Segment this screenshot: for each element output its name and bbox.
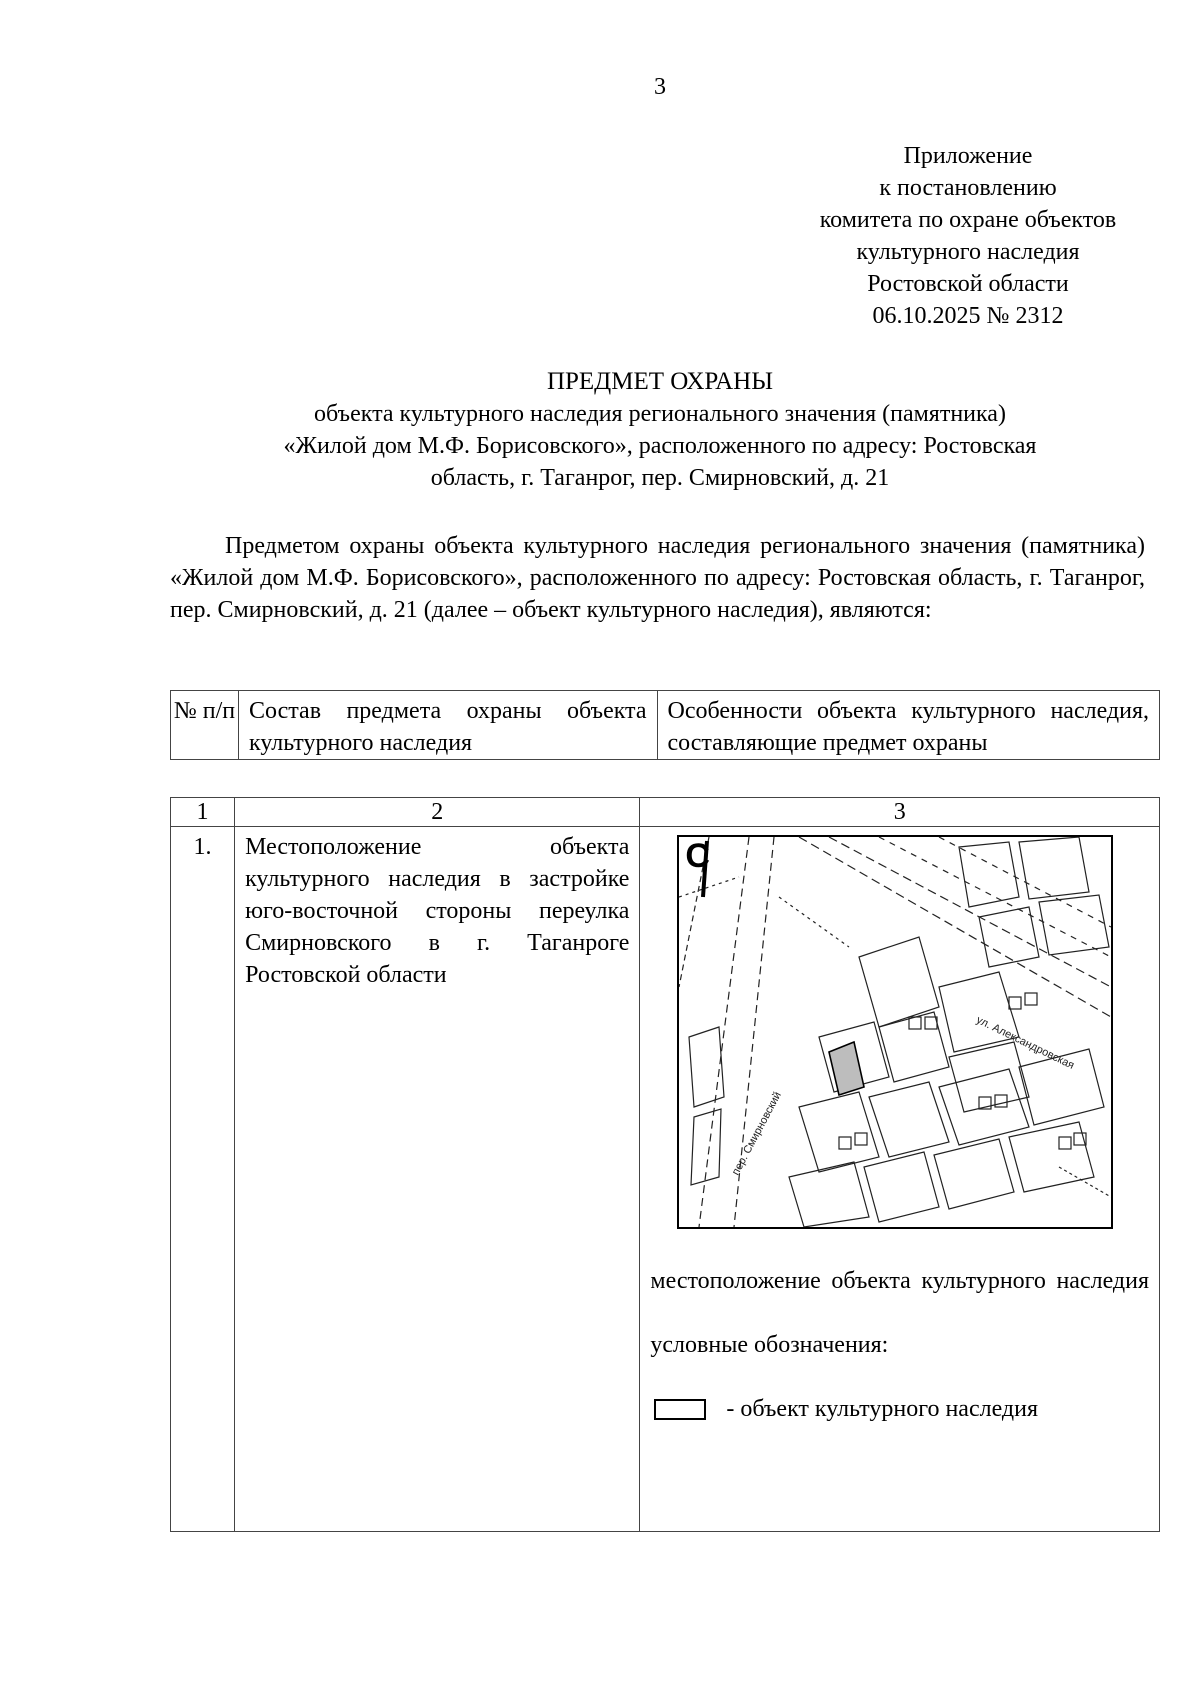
- document-subtitle: [200, 398, 1120, 494]
- appendix-line: Ростовской области: [867, 271, 1069, 297]
- appendix-block: [788, 140, 1148, 332]
- legend-title: условные обозначения:: [650, 1332, 889, 1358]
- map-street-label: ул. Александровская: [974, 1013, 1077, 1072]
- appendix-line: комитета по охране объектов: [819, 207, 1117, 233]
- appendix-line: к постановлению: [879, 175, 1057, 201]
- page-number: 3: [654, 74, 666, 100]
- protection-table: [170, 797, 1160, 1532]
- appendix-line: культурного наследия: [856, 239, 1080, 265]
- column-number-row: [171, 798, 1160, 827]
- location-map: [677, 835, 1113, 1229]
- intro-paragraph: [170, 530, 1145, 626]
- table-row: [171, 827, 1160, 1532]
- column-number: 2: [235, 798, 640, 827]
- legend-swatch-icon: [654, 1399, 706, 1420]
- row-number: 1.: [171, 827, 235, 1532]
- document-title: ПРЕДМЕТ ОХРАНЫ: [546, 368, 774, 395]
- legend-label: - объект культурного наследия: [726, 1396, 1038, 1422]
- row-composition: Местоположение объекта культурного наследия в застройке юго-восточной стороны переулка Смирновского в г. Таганроге Ростовской области: [235, 827, 640, 1532]
- column-number: 1: [171, 798, 235, 827]
- map-street-label: пер. Смирновский: [730, 1089, 785, 1178]
- subtitle-line: «Жилой дом М.Ф. Борисовского», расположенного по адресу: Ростовская: [283, 433, 1037, 459]
- protection-table-header: [170, 690, 1160, 760]
- map-caption: местоположение объекта культурного наследия: [650, 1268, 1149, 1294]
- subtitle-line: область, г. Таганрог, пер. Смирновский, д. 21: [430, 465, 890, 491]
- header-features: Особенности объекта культурного наследия, составляющие предмет охраны: [657, 691, 1160, 760]
- header-number: № п/п: [171, 691, 239, 760]
- subtitle-line: объекта культурного наследия регионального значения (памятника): [314, 401, 1006, 427]
- column-number: 3: [640, 798, 1160, 827]
- row-features: [640, 827, 1160, 1532]
- intro-text: Предметом охраны объекта культурного наследия регионального значения (памятника) «Жилой дом М.Ф. Борисовского», расположенного по адресу: Ростовская область, г. Таганрог, пер. Смирновский, д. 21 (далее – объект культурного наследия), являются:: [170, 533, 1145, 623]
- appendix-line: Приложение: [903, 143, 1033, 169]
- legend-item: [650, 1393, 1149, 1425]
- appendix-date-number: 06.10.2025 № 2312: [872, 303, 1064, 329]
- north-arrow-icon: С: [685, 837, 710, 875]
- header-composition: Состав предмета охраны объекта культурного наследия: [239, 691, 658, 760]
